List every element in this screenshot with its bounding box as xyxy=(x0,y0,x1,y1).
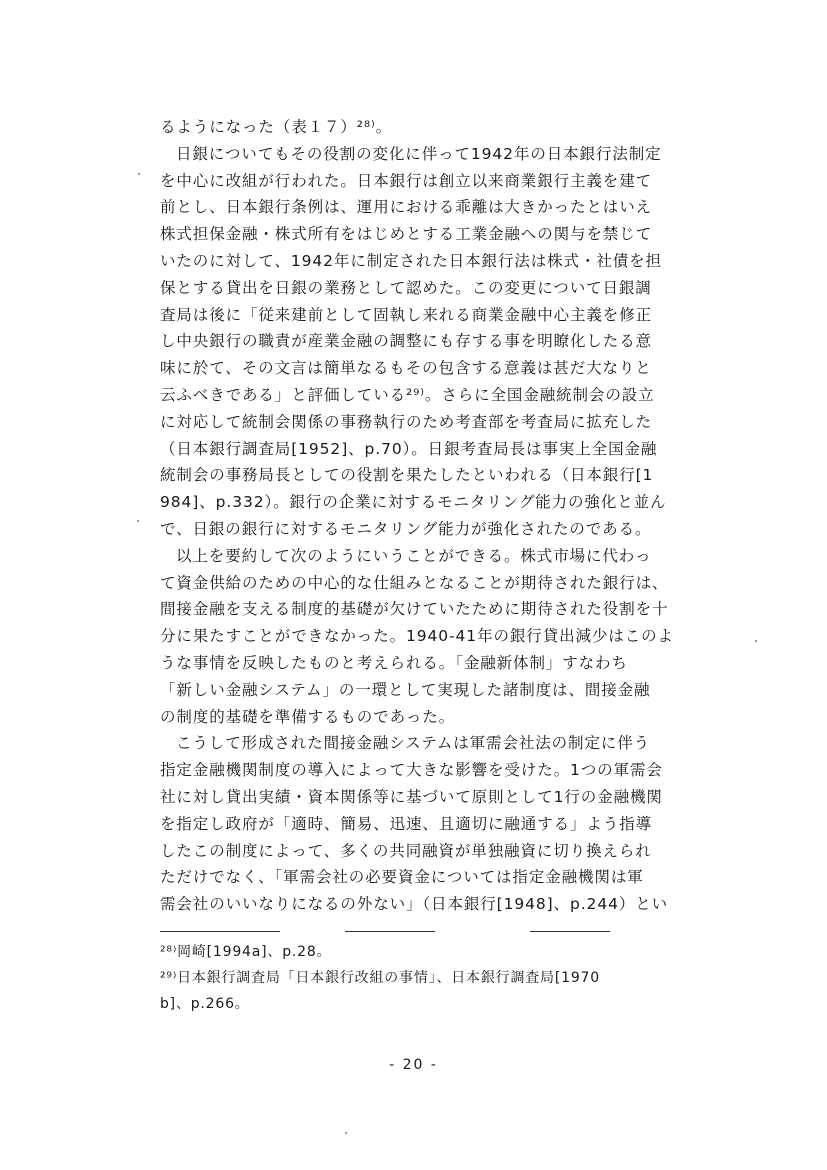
body-line: 保とする貸出を日銀の業務として認めた。この変更について日銀調 xyxy=(160,278,652,297)
body-line: 社に対し貸出実績・資本関係等に基づいて原則として1行の金融機関 xyxy=(160,787,663,806)
footnote-rule xyxy=(160,931,280,932)
scan-speck xyxy=(138,173,140,175)
body-text xyxy=(160,114,700,918)
scan-speck xyxy=(755,640,757,642)
body-line: 日銀についてもその役割の変化に伴って1942年の日本銀行法制定 xyxy=(176,144,662,163)
body-line: 需会社のいいなりになるの外ない」（日本銀行[1948]、p.244）とい xyxy=(160,895,669,914)
body-line: 査局は後に「従来建前として固執し来れる商業金融中心主義を修正 xyxy=(160,305,653,324)
body-line: 云ふべきである」と評価している²⁹⁾。さらに全国金融統制会の設立 xyxy=(160,385,655,404)
body-line: 前とし、日本銀行条例は、運用における乖離は大きかったとはいえ xyxy=(160,198,653,217)
page-number: - 20 - xyxy=(389,1057,438,1073)
body-line: うな事情を反映したものと考えられる。「金融新体制」すなわち xyxy=(160,653,628,672)
footnote: ²⁹⁾日本銀行調査局「日本銀行改組の事情」、日本銀行調査局[1970 xyxy=(160,970,600,986)
body-line: こうして形成された間接金融システムは軍需会社法の制定に伴う xyxy=(176,734,651,753)
body-line: 984]、p.332）。銀行の企業に対するモニタリング能力の強化と並ん xyxy=(160,493,667,512)
body-line: 以上を要約して次のようにいうことができる。株式市場に代わっ xyxy=(176,546,652,565)
body-line: し中央銀行の職責が産業金融の調整にも存する事を明瞭化したる意 xyxy=(160,332,653,351)
body-line: 指定金融機関制度の導入によって大きな影響を受けた。1つの軍需会 xyxy=(160,761,663,780)
body-line: 統制会の事務局長としての役割を果たしたといわれる（日本銀行[1 xyxy=(160,466,654,485)
body-line: いたのに対して、1942年に制定された日本銀行法は株式・社債を担 xyxy=(160,251,662,270)
footnote-rule xyxy=(530,931,610,932)
body-line: を中心に改組が行われた。日本銀行は創立以来商業銀行主義を建て xyxy=(160,171,653,190)
body-line: したこの制度によって、多くの共同融資が単独融資に切り換えられ xyxy=(160,841,652,860)
body-line: に対応して統制会関係の事務執行のため考査部を考査局に拡充した xyxy=(160,412,653,431)
body-line: て資金供給のための中心的な仕組みとなることが期待された銀行は、 xyxy=(160,573,669,592)
footnote: b]、p.266。 xyxy=(160,996,250,1012)
body-line: を指定し政府が「適時、簡易、迅速、且適切に融通する」よう指導 xyxy=(160,814,653,833)
footnote-rule xyxy=(345,931,435,932)
scan-speck xyxy=(345,1132,347,1134)
body-line: るようになった（表１７）²⁸⁾。 xyxy=(160,118,393,136)
scan-speck xyxy=(137,520,139,522)
body-line: 味に於て、その文言は簡単なるもその包含する意義は甚だ大なりと xyxy=(160,359,652,378)
footnotes xyxy=(160,939,700,1017)
body-line: 間接金融を支える制度的基礎が欠けていたために期待された役割を十 xyxy=(160,600,669,619)
footnote: ²⁸⁾岡崎[1994a]、p.28。 xyxy=(160,944,332,960)
body-line: 「新しい金融システム」の一環として実現した諸制度は、間接金融 xyxy=(160,680,651,699)
body-line: で、日銀の銀行に対するモニタリング能力が強化されたのである。 xyxy=(160,519,652,538)
body-line: （日本銀行調査局[1952]、p.70）。日銀考査局長は事実上全国金融 xyxy=(160,439,658,458)
body-line: の制度的基礎を準備するものであった。 xyxy=(160,707,456,726)
body-line: ただけでなく、「軍需会社の必要資金については指定金融機関は軍 xyxy=(160,868,644,887)
body-line: 分に果たすことができなかった。1940-41年の銀行貸出減少はこのよ xyxy=(160,627,674,646)
body-line: 株式担保金融・株式所有をはじめとする工業金融への関与を禁じて xyxy=(160,225,653,244)
